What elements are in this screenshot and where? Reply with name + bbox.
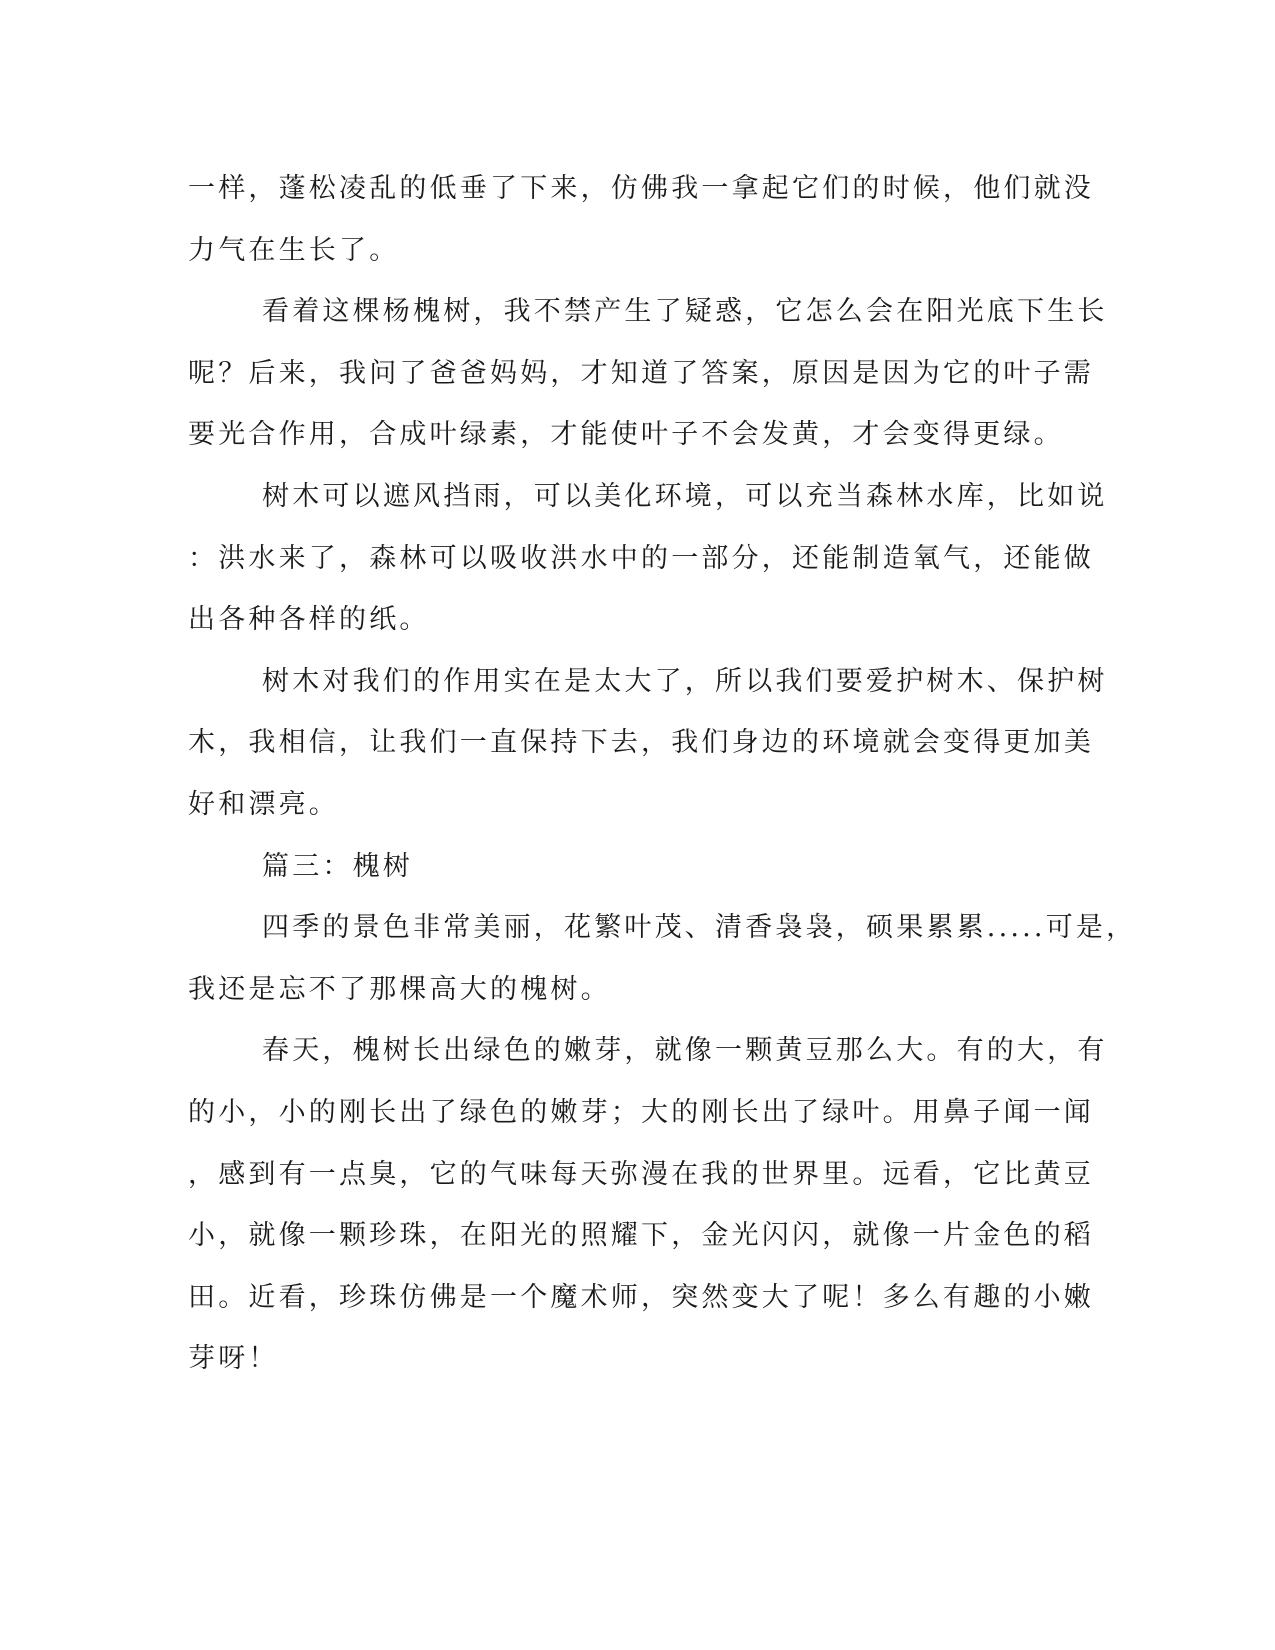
text-line: 一样，蓬松凌乱的低垂了下来，仿佛我一拿起它们的时候，他们就没 <box>188 173 1094 204</box>
text-line: 四季的景色非常美丽，花繁叶茂、清香袅袅，硕果累累.....可是， <box>262 912 1137 944</box>
text-line: 小，就像一颗珍珠，在阳光的照耀下，金光闪闪，就像一片金色的稻 <box>188 1220 1094 1252</box>
text-line: 木，我相信，让我们一直保持下去，我们身边的环境就会变得更加美 <box>188 727 1094 759</box>
text-line: 芽呀！ <box>188 1343 279 1375</box>
text-line: 出各种各样的纸。 <box>188 604 430 636</box>
text-line: 看着这棵杨槐树，我不禁产生了疑惑，它怎么会在阳光底下生长 <box>262 296 1108 328</box>
text-line: 树木对我们的作用实在是太大了，所以我们要爱护树木、保护树 <box>262 665 1108 697</box>
text-line: 要光合作用，合成叶绿素，才能使叶子不会发黄，才会变得更绿。 <box>188 419 1064 451</box>
text-line: ：洪水来了，森林可以吸收洪水中的一部分，还能制造氧气，还能做 <box>188 542 1094 574</box>
document-body <box>188 158 1137 1390</box>
text-line: 好和漂亮。 <box>188 788 339 820</box>
section-heading: 篇三：槐树 <box>262 850 413 882</box>
text-line: 田。近看，珍珠仿佛是一个魔术师，突然变大了呢！多么有趣的小嫩 <box>188 1281 1094 1313</box>
text-line: 树木可以遮风挡雨，可以美化环境，可以充当森林水库，比如说 <box>262 480 1108 512</box>
text-line: 呢？后来，我问了爸爸妈妈，才知道了答案，原因是因为它的叶子需 <box>188 357 1094 389</box>
text-line: ，感到有一点臭，它的气味每天弥漫在我的世界里。远看，它比黄豆 <box>188 1158 1094 1190</box>
text-line: 春天，槐树长出绿色的嫩芽，就像一颗黄豆那么大。有的大，有 <box>262 1035 1108 1067</box>
text-line: 的小，小的刚长出了绿色的嫩芽；大的刚长出了绿叶。用鼻子闻一闻 <box>188 1096 1094 1128</box>
text-line: 我还是忘不了那棵高大的槐树。 <box>188 973 611 1005</box>
text-line: 力气在生长了。 <box>188 234 400 266</box>
